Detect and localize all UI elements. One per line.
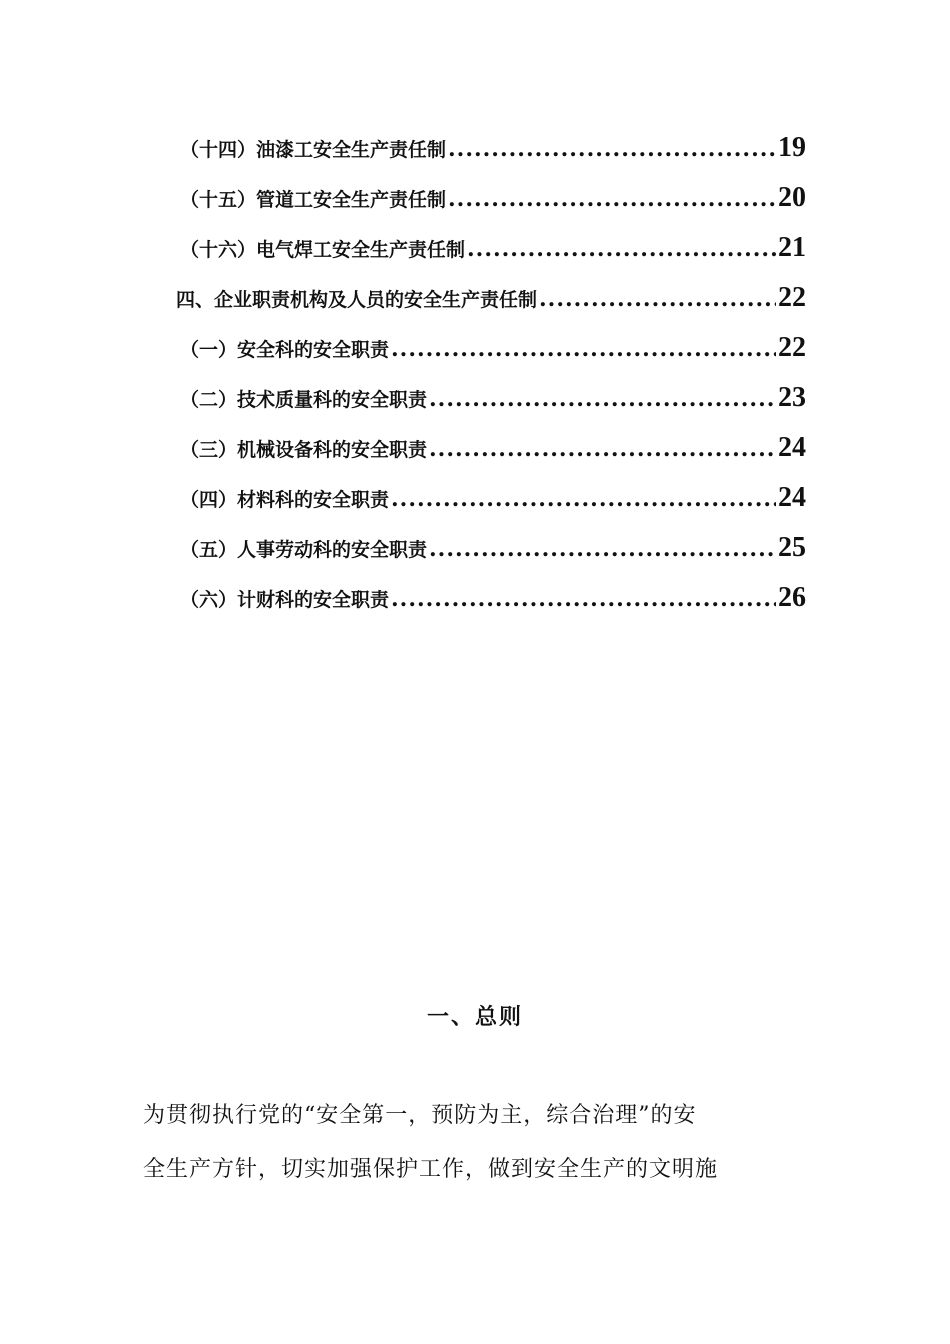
toc-entry-title: （六）计财科的安全职责 — [180, 589, 390, 611]
toc-page-number: 22 — [778, 332, 806, 363]
toc-entry[interactable] — [180, 432, 806, 472]
toc-entry[interactable] — [180, 182, 806, 222]
toc-page-number: 26 — [778, 582, 806, 613]
toc-entry[interactable] — [180, 232, 806, 272]
toc-entry-title: （一）安全科的安全职责 — [180, 339, 390, 361]
body-text-line: 为贯彻执行党的“安全第一，预防为主，综合治理”的安 — [143, 1103, 697, 1128]
toc-entry-title: （十五）管道工安全生产责任制 — [180, 189, 447, 211]
toc-leader-dots — [448, 136, 776, 162]
toc-entry[interactable] — [176, 282, 806, 322]
section-heading: 一、总则 — [426, 1004, 523, 1030]
toc-page-number: 25 — [778, 532, 806, 563]
toc-leader-dots — [391, 336, 776, 362]
toc-leader-dots — [448, 186, 776, 212]
body-text-line: 全生产方针，切实加强保护工作，做到安全生产的文明施 — [143, 1157, 719, 1182]
toc-entry[interactable] — [180, 132, 806, 172]
toc-page-number: 22 — [778, 282, 806, 313]
toc-page-number: 24 — [778, 432, 806, 463]
toc-page-number: 20 — [778, 182, 806, 213]
toc-entry-title: （十六）电气焊工安全生产责任制 — [180, 239, 466, 261]
toc-entry-title: （五）人事劳动科的安全职责 — [180, 539, 428, 561]
toc-leader-dots — [391, 486, 776, 512]
toc-leader-dots — [429, 536, 776, 562]
toc-entry-title: （十四）油漆工安全生产责任制 — [180, 139, 447, 161]
toc-page-number: 21 — [778, 232, 806, 263]
toc-page-number: 19 — [778, 132, 806, 163]
toc-entry-title: （二）技术质量科的安全职责 — [180, 389, 428, 411]
toc-entry[interactable] — [180, 332, 806, 372]
toc-entry[interactable] — [180, 582, 806, 622]
toc-leader-dots — [391, 586, 776, 612]
toc-entry[interactable] — [180, 482, 806, 522]
toc-entry[interactable] — [180, 382, 806, 422]
toc-page-number: 23 — [778, 382, 806, 413]
toc-leader-dots — [429, 386, 776, 412]
toc-page-number: 24 — [778, 482, 806, 513]
toc-entry-title: （四）材料科的安全职责 — [180, 489, 390, 511]
toc-entry[interactable] — [180, 532, 806, 572]
toc-leader-dots — [429, 436, 776, 462]
toc-leader-dots — [467, 236, 776, 262]
toc-leader-dots — [539, 286, 776, 312]
toc-entry-title: （三）机械设备科的安全职责 — [180, 439, 428, 461]
toc-entry-title: 四、企业职责机构及人员的安全生产责任制 — [176, 289, 538, 311]
